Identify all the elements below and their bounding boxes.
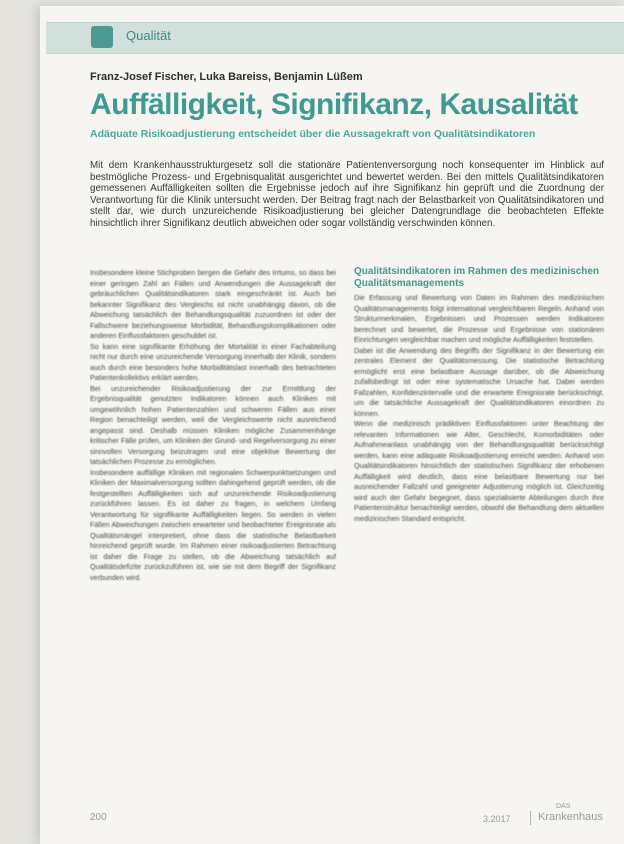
article-subtitle: Adäquate Risikoadjustierung entscheidet über die Aussagekraft von Qualitätsindikatoren (90, 128, 536, 140)
footer-divider (530, 811, 531, 825)
body-paragraph: Die Erfassung und Bewertung von Daten im Rahmen des medizinischen Qualitätsmanagements folgt international vergleichbaren Regeln. Anhand von Strukturmerkmalen, Ergebnissen und Prozessen werden Indikatoren berechnet und bewertet, die Prozesse und Ergebnisse von stationären Einrichtungen vergleichbar machen und mögliche Auffälligkeiten feststellen. (354, 293, 604, 344)
article-lead: Mit dem Krankenhausstrukturgesetz soll die stationäre Patientenversorgung noch konsequenter im Hinblick auf bestmögliche Prozess- und Ergebnisqualität ausgerichtet und bewertet werden. Bei den mittels Qualitätsindikatoren gemessenen Auffälligkeiten sollten die Ergebnisse jedoch auf ihre Signifikanz hin geprüft und die Zuordnung der Verantwortung für die Klinik untersucht werden. Der Beitrag fragt nach der Belastbarkeit von Qualitätsindikatoren und stellt dar, wie durch unzureichende Risikoadjustierung bei gleicher Datengrundlage die beobachteten Effekte hinsichtlich ihrer Signifikanz deutlich abweichen oder sogar vollständig verschwinden können. (90, 160, 604, 229)
right-column-heading: Qualitätsindikatoren im Rahmen des medizinischen Qualitätsmanagements (354, 266, 600, 289)
issue-number: 3.2017 (483, 814, 511, 824)
body-paragraph: So kann eine signifikante Erhöhung der Mortalität in einer Fachabteilung nicht nur durch eine unzureichende Versorgung innerhalb der Klinik, sondern auch durch eine besonders hohe Morbiditätslast innerhalb des betrachteten Patientenkollektivs erklärt werden. (90, 341, 336, 382)
left-column (90, 268, 336, 583)
article-authors: Franz-Josef Fischer, Luka Bareiss, Benjamin Lüßem (90, 71, 363, 83)
body-paragraph: Dabei ist die Anwendung des Begriffs der Signifikanz in der Bewertung ein zentrales Element der Qualitätsmessung. Die statistische Betrachtung ermöglicht erst eine belastbare Aussage darüber, ob die Abweichung zufallsbedingt ist oder eine systematische Ursache hat. Dabei werden Fallzahlen, Konfidenzintervalle und die erwartete Ereignisrate berücksichtigt, um die tatsächliche Aussagekraft der Qualitätsindikatoren einordnen zu können. (354, 345, 604, 418)
section-marker-square (91, 26, 113, 48)
article-title: Auffälligkeit, Signifikanz, Kausalität (90, 88, 578, 121)
body-paragraph: Wenn die medizinisch prädiktiven Einflussfaktoren unter Beachtung der relevanten Informationen wie Alter, Geschlecht, Komorbiditäten oder Aufnahmeanlass unabhängig von der Behandlungsqualität berücksichtigt werden, kann eine adäquate Risikoadjustierung erreicht werden. Anhand von Qualitätsindikatoren hinsichtlich der statistischen Signifikanz der erhobenen Auffälligkeit wird deutlich, dass eine belastbare Bewertung nur bei ausreichender Fallzahl und geeigneter Adjustierung möglich ist. Gleichzeitig wird auch der Gefahr begegnet, dass spezialisierte Abteilungen durch ihre Patientenstruktur benachteiligt werden, obwohl die Behandlung dem aktuellen medizinischen Standard entspricht. (354, 419, 604, 523)
logo-prefix: DAS (556, 803, 571, 810)
body-paragraph: Bei unzureichender Risikoadjustierung der zur Ermittlung der Ergebnisqualität genutzten Indikatoren können auch Kliniken mit umgewöhnlich hohen Patientenzahlen und schweren Fällen aus einer Region benachteiligt werden, weil die Vergleichswerte nicht ausreichend angepasst sind. Deshalb müssen Kliniken mögliche Zusammenhänge kritischer Fälle prüfen, um Kliniken der Grund- und Regelversorgung zu einer sinnvollen Versorgung beizutragen und eine objektive Bewertung der tatsächlichen Prozesse zu ermöglichen. (90, 383, 336, 466)
body-paragraph: Insbesondere auffällige Kliniken mit regionalen Schwerpunktsetzungen und Kliniken der Maximalversorgung sollten dahingehend geprüft werden, ob die festgestellten Auffälligkeiten sich auf unzureichende Risikoadjustierung zurückführen lassen. Es ist daher zu fragen, in welchem Umfang Verantwortung für signifikante Auffälligkeiten liegen. So werden in vielen Fällen Abweichungen zwischen erwarteter und beobachteter Ereignisrate als Qualitätsmängel interpretiert, ohne dass die statistische Belastbarkeit hinreichend geprüft wurde. Im Rahmen einer risikoadjustierten Betrachtung ist daher die Frage zu stellen, ob die Abweichung tatsächlich auf Qualitätsdefizite zurückzuführen ist, wie sie mit dem Begriff der Signifikanz verbunden wird. (90, 467, 336, 582)
journal-logo (538, 803, 608, 823)
section-label: Qualität (126, 28, 171, 43)
logo-name: Krankenhaus (538, 811, 603, 823)
body-paragraph: Insbesondere kleine Stichproben bergen die Gefahr des Irrtums, so dass bei einer geringen Zahl an Fällen und Anwendungen die Aussagekraft der gebräuchlichen Qualitätsindikatoren stark eingeschränkt ist. Auch bei bekannter Signifikanz des Vergleichs ist nicht unabhängig davon, ob die Abweichung tatsächlich der Behandlungsqualität zuzuordnen ist oder der Fallschwere beziehungsweise Morbidität, Behandlungskomplikationen oder anderen Einflussfaktoren geschuldet ist. (90, 268, 336, 340)
right-column (354, 293, 604, 524)
page-number: 200 (90, 812, 107, 823)
